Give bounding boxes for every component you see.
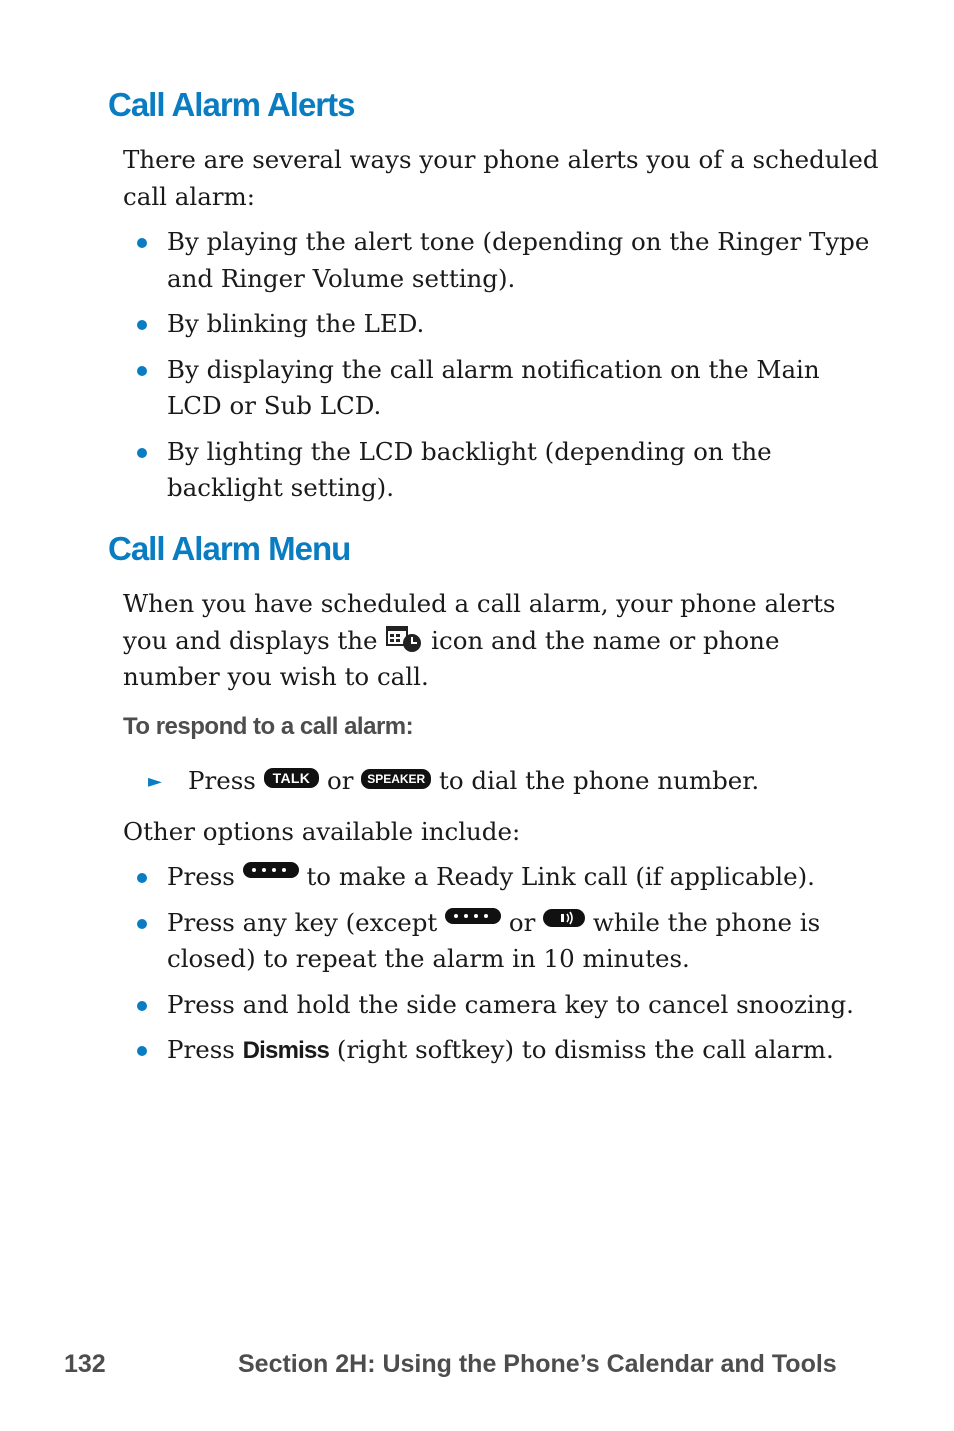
menu-intro: When you have scheduled a call alarm, your phone alerts you and displays the icon and the name or phone number you wish to call. [123, 589, 836, 691]
list-item: By playing the alert tone (depending on the Ringer Type and Ringer Volume setting). [131, 224, 871, 297]
speaker-key-icon: SPEAKER [361, 769, 431, 789]
bullet-icon [137, 1046, 147, 1056]
bullet-icon [137, 366, 147, 376]
alerts-intro: There are several ways your phone alerts you of a scheduled call alarm: [123, 145, 879, 211]
list-item: Press to make a Ready Link call (if applicable). [131, 859, 871, 896]
ready-link-key-icon [243, 862, 299, 878]
ready-link-key-icon [445, 908, 501, 924]
footer-section-title: Section 2H: Using the Phone’s Calendar and Tools [238, 1350, 837, 1378]
list-item: Press any key (except or while the phone is closed) to repeat the alarm in 10 minutes. [131, 905, 871, 978]
section-heading-call-alarm-alerts: Call Alarm Alerts [108, 86, 355, 123]
options-list [131, 859, 871, 1070]
section-heading-call-alarm-menu: Call Alarm Menu [108, 530, 351, 567]
bullet-icon [137, 448, 147, 458]
list-item: By blinking the LED. [131, 306, 871, 343]
list-item: Press and hold the side camera key to cancel snoozing. [131, 987, 871, 1024]
side-key-icon [543, 909, 585, 927]
list-item: Press Dismiss (right softkey) to dismiss the call alarm. [131, 1032, 871, 1070]
bullet-icon [137, 919, 147, 929]
arrow-icon: ► [148, 771, 162, 792]
bullet-icon [137, 238, 147, 248]
step-dial: ► Press TALK or SPEAKER to dial the phone number. [148, 763, 759, 801]
dismiss-softkey-label: Dismiss [242, 1037, 330, 1064]
list-item: By lighting the LCD backlight (depending on the backlight setting). [131, 434, 871, 507]
calendar-alarm-icon [385, 623, 423, 653]
bullet-icon [137, 1001, 147, 1011]
page-number: 132 [64, 1350, 106, 1378]
bullet-icon [137, 320, 147, 330]
list-item: By displaying the call alarm notification on the Main LCD or Sub LCD. [131, 352, 871, 425]
talk-key-icon: TALK [264, 768, 320, 788]
bullet-icon [137, 873, 147, 883]
options-intro: Other options available include: [123, 817, 521, 846]
procedure-subheading: To respond to a call alarm: [123, 713, 414, 740]
alerts-list [131, 224, 871, 507]
